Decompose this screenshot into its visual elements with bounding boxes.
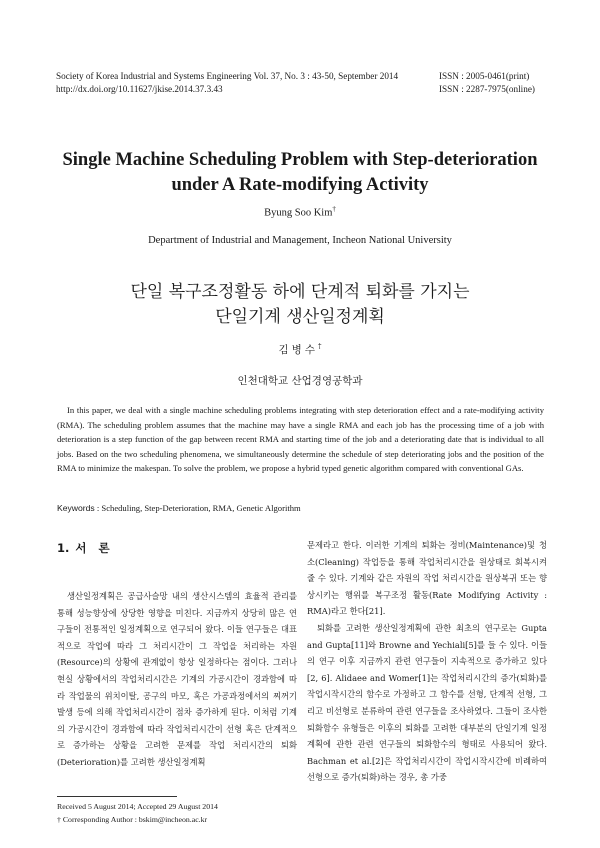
- author-english: [0, 205, 600, 219]
- footnote-divider: [57, 796, 177, 797]
- keywords-label: Keywords: [57, 503, 95, 513]
- abstract: In this paper, we deal with a single machine scheduling problems integrating with step deterioration effect and a rate-modifying activity (RMA). The scheduling problem assumes that the machine may have a single RMA and each job has the processing time of a job with deterioration is a step function of the gap between recent RMA and starting time of the job and a deteriorating date that is individual to all jobs. Based on the two scheduling phenomena, we simultaneously determine the schedule of step deteriorating jobs and the position of the RMA to minimize the makespan. To solve the problem, we propose a hybrid typed genetic algorithm compared with conventional GAs.: [57, 405, 544, 474]
- title-english-line1: Single Machine Scheduling Problem with Step-deterioration: [62, 150, 538, 170]
- journal-line: Society of Korea Industrial and Systems Engineering Vol. 37, No. 3 : 43-50, September 2014: [56, 71, 399, 81]
- section-heading: [57, 540, 114, 556]
- issn-online: ISSN : 2287-7975(online): [439, 84, 535, 94]
- author-korean: [0, 342, 600, 357]
- body-column-left: [57, 588, 297, 771]
- body-paragraph: 문제라고 한다. 이러한 기계의 퇴화는 정비(Maintenance)및 청소(Cleaning) 작업등을 통해 작업처리시간을 원상태로 회복시켜줄 수 있다. 기계와 같은 자원의 작업 처리시간을 원상복귀 또는 향상시키는 행위를 복구조정 활동(Rate Modifying Activity : RMA)라고 한다[21].: [307, 540, 547, 617]
- body-paragraph: 퇴화를 고려한 생산일정계획에 관한 최초의 연구로는 Gupta and Gupta[11]와 Browne and Yechiali[5]를 들 수 있다. 이들의 연구 이후 지금까지 관련 연구들이 지속적으로 증가하고 있다[2, 6]. Alidaee and Womer[1]는 작업처리시간의 증가(퇴화)를 작업시작시간의 함수로 가정하고 그 함수를 선형, 단계적 선형, 그리고 비선형로 분류하여 관련 연구들을 조사하였다. 그들이 조사한 퇴화함수 유형들은 이후의 퇴화를 고려한 대부분의 단일기계 일정계획에 관한 관련 연구들의 퇴화함수의 형태로 사용되어 왔다. Bachman et al.[2]은 작업처리시간이 작업시작시간에 비례하여 선형으로 증가(퇴화)하는 경우, 총 가중: [307, 622, 547, 783]
- body-paragraph: 생산일정계획은 공급사슬망 내의 생산시스템의 효율적 관리를 통해 성능향상에 상당한 영향을 미친다. 지금까지 상당히 많은 연구들이 전통적인 일정계획으로 연구되어 왔다. 이들 연구들은 대표적으로 작업에 따라 그 처리시간이 그 작업을 처리하는 자원(Resource)의 상황에 관계없이 항상 일정하다는 점이다. 그러나 현실 상황에서의 작업처리시간은 기계의 가공시간이 경과함에 따라 작업물의 위치이탈, 공구의 마모, 혹은 가공과정에서의 찌꺼기 발생 등에 의해 작업처리시간이 점차 증가하게 된다. 이처럼 기계의 가공시간이 경과함에 따라 작업처리시간이 선형 혹은 단계적으로 증가하는 상황을 고려한 문제를 작업 처리시간의 퇴화(Deterioration)를 고려한 생산일정계획: [57, 591, 297, 767]
- issn-info: [439, 70, 559, 96]
- title-korean-line1: 단일 복구조정활동 하에 단계적 퇴화를 가지는: [130, 282, 470, 302]
- affiliation-korean: 인천대학교 산업경영공학과: [237, 375, 363, 387]
- author-korean-name: 김병수: [278, 344, 318, 356]
- issn-print: ISSN : 2005-0461(print): [439, 71, 530, 81]
- section-title: 서 론: [75, 541, 114, 555]
- title-english: [40, 148, 560, 198]
- keywords-text: : Scheduling, Step-Deterioration, RMA, Genetic Algorithm: [96, 503, 301, 513]
- corresponding-author: † Corresponding Author : bskim@incheon.ac.kr: [57, 815, 208, 824]
- body-column-right: [307, 537, 547, 786]
- title-korean-line2: 단일기계 생산일정계획: [215, 307, 385, 327]
- title-english-line2: under A Rate-modifying Activity: [171, 175, 429, 195]
- received-date: Received 5 August 2014; Accepted 29 August 2014: [57, 802, 218, 811]
- keywords: [57, 503, 544, 513]
- author-english-name: Byung Soo Kim: [264, 207, 333, 219]
- title-korean: [40, 280, 560, 330]
- doi-link[interactable]: http://dx.doi.org/10.11627/jkise.2014.37.3.43: [56, 84, 223, 94]
- section-number: 1.: [57, 541, 70, 555]
- corresponding-mark: †: [332, 205, 336, 213]
- journal-info: [56, 70, 436, 96]
- footnotes: [57, 800, 297, 826]
- corresponding-mark-korean: †: [317, 342, 322, 351]
- affiliation-english: Department of Industrial and Management, Incheon National University: [148, 235, 452, 246]
